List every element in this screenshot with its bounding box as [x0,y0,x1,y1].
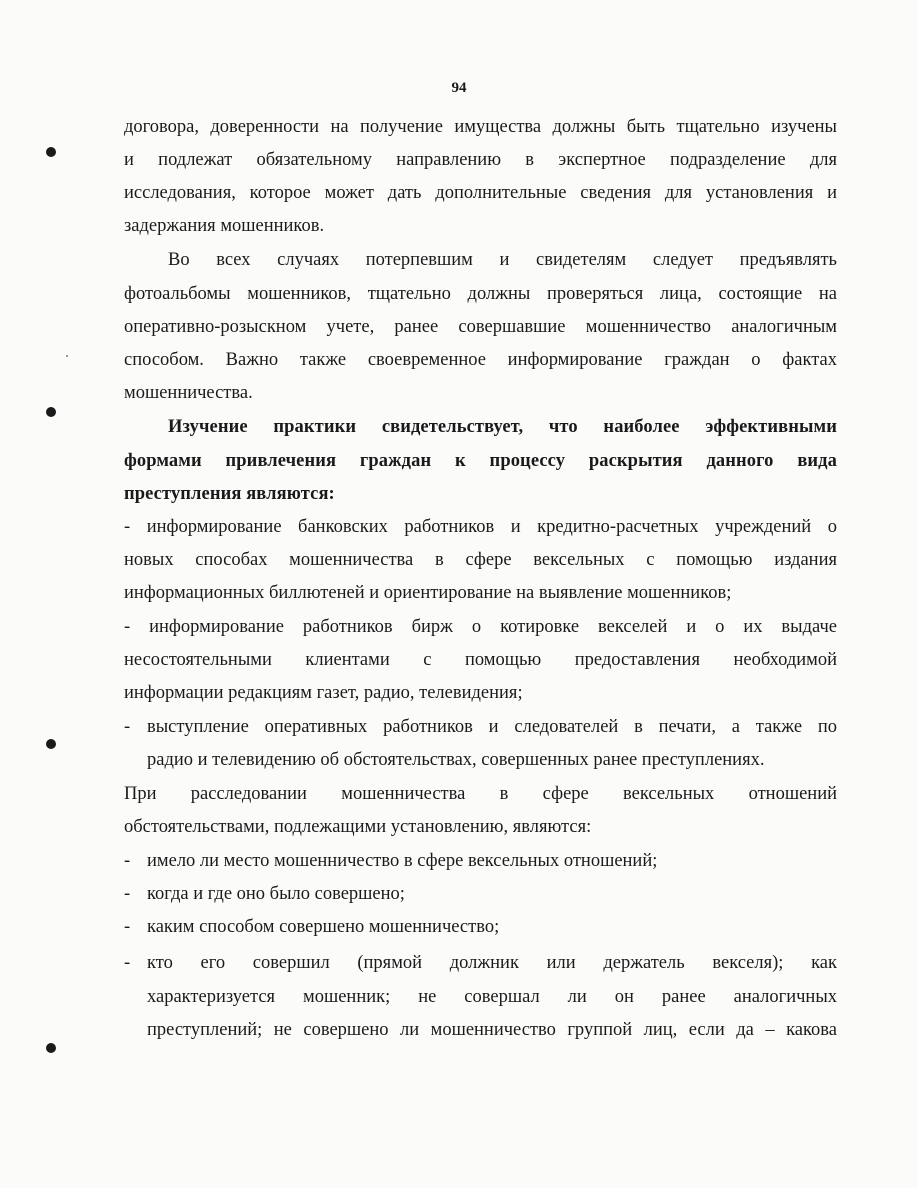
text-line: обстоятельствами, подлежащими установлению, являются: [124,817,592,837]
list-dash: - [124,717,131,737]
list-dash: - [124,917,131,937]
text-line: характеризуется мошенник; не совершал ли он ранее аналогичных [147,987,837,1007]
text-line: фотоальбомы мошенников, тщательно должны проверяться лица, состоящие на [124,284,837,304]
text-line: При расследовании мошенничества в сфере вексельных отношений [124,784,837,804]
text-line: преступлений; не совершено ли мошенничество группой лиц, если да – какова [147,1020,837,1040]
text-line: задержания мошенников. [124,216,325,236]
text-line: новых способах мошенничества в сфере вексельных с помощью издания [124,550,837,570]
text-line: исследования, которое может дать дополнительные сведения для установления и [124,183,837,203]
text-line: - информирование банковских работников и кредитно-расчетных учреждений о [124,517,837,537]
list-dash: - [124,851,131,871]
page-number: 94 [451,80,467,96]
text-line-bold: преступления являются: [124,484,335,504]
text-line: выступление оперативных работников и следователей в печати, а также по [147,717,837,737]
text-line: оперативно-розыскном учете, ранее совершавшие мошенничество аналогичным [124,317,837,337]
text-line: - информирование работников бирж о котировке векселей и о их выдаче [124,617,837,637]
text-line: мошенничества. [124,383,253,403]
text-line: и подлежат обязательному направлению в экспертное подразделение для [124,150,837,170]
text-line-bold: Изучение практики свидетельствует, что наиболее эффективными [168,417,837,437]
text-line: радио и телевидению об обстоятельствах, совершенных ранее преступлениях. [147,750,765,770]
text-line: информационных биллютеней и ориентирование на выявление мошенников; [124,583,732,603]
text-line: каким способом совершено мошенничество; [147,917,500,937]
text-line: информации редакциям газет, радио, телевидения; [124,683,523,703]
text-line: способом. Важно также своевременное информирование граждан о фактах [124,350,837,370]
text-line: Во всех случаях потерпевшим и свидетелям следует предъявлять [168,250,837,270]
binder-hole-mark [46,1043,56,1053]
scan-speck [66,355,68,357]
text-line: несостоятельными клиентами с помощью предоставления необходимой [124,650,837,670]
binder-hole-mark [46,407,56,417]
list-dash: - [124,884,131,904]
list-dash: - [124,953,131,973]
text-line: договора, доверенности на получение имущества должны быть тщательно изучены [124,117,837,137]
text-line-bold: формами привлечения граждан к процессу раскрытия данного вида [124,451,837,471]
binder-hole-mark [46,147,56,157]
text-line: когда и где оно было совершено; [147,884,405,904]
text-line: кто его совершил (прямой должник или держатель векселя); как [147,953,837,973]
binder-hole-mark [46,739,56,749]
text-line: имело ли место мошенничество в сфере вексельных отношений; [147,851,658,871]
